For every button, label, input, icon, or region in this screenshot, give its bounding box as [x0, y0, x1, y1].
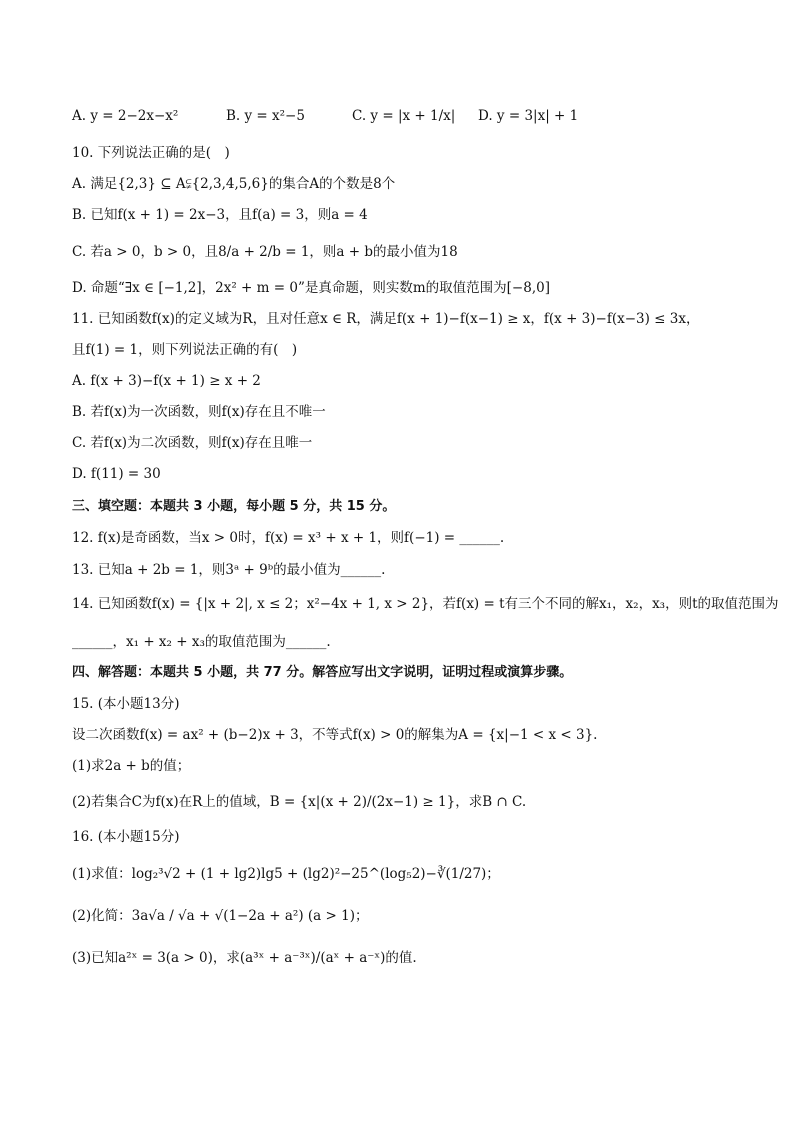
q16-part3: (3)已知a²ˣ = 3(a > 0)，求(a³ˣ + a⁻³ˣ)/(aˣ + a⁻ˣ)的值. — [72, 950, 417, 966]
q16-part2: (2)化简：3a√a / √a + √(1−2a + a²) (a > 1)； — [72, 908, 369, 924]
q15-stem: 设二次函数f(x) = ax² + (b−2)x + 3，不等式f(x) > 0的解集为A = {x|−1 < x < 3}. — [72, 727, 598, 743]
q15-part1: (1)求2a + b的值； — [72, 758, 191, 774]
q15-part2: (2)若集合C为f(x)在R上的值域，B = {x|(x + 2)/(2x−1) ≥ 1}，求B ∩ C. — [72, 794, 527, 810]
q11-stem-line1: 11. 已知函数f(x)的定义域为R，且对任意x ∈ R，满足f(x + 1)−f(x−1) ≥ x，f(x + 3)−f(x−3) ≤ 3x， — [72, 311, 700, 327]
q11-option-c: C. 若f(x)为二次函数，则f(x)存在且唯一 — [72, 435, 313, 451]
q10-option-a: A. 满足{2,3} ⊆ A⫋{2,3,4,5,6}的集合A的个数是8个 — [72, 176, 396, 192]
q16-heading: 16. (本小题15分) — [72, 829, 180, 845]
q9-option-c: C. y = |x + 1/x| — [352, 108, 456, 124]
q11-option-b: B. 若f(x)为一次函数，则f(x)存在且不唯一 — [72, 404, 326, 420]
q9-option-a: A. y = 2−2x−x² — [72, 108, 179, 124]
q12: 12. f(x)是奇函数，当x > 0时，f(x) = x³ + x + 1，则f(−1) = ______. — [72, 530, 505, 546]
q10-option-b: B. 已知f(x + 1) = 2x−3，且f(a) = 3，则a = 4 — [72, 207, 368, 223]
q13: 13. 已知a + 2b = 1，则3ᵃ + 9ᵇ的最小值为______. — [72, 562, 386, 578]
q16-part1: (1)求值：log₂³√2 + (1 + lg2)lg5 + (lg2)²−25^(log₅2)−∛(1/27)； — [72, 866, 500, 882]
q11-stem-line2: 且f(1) = 1，则下列说法正确的有( ) — [72, 342, 298, 358]
section-3-heading: 三、填空题：本题共 3 小题，每小题 5 分，共 15 分。 — [72, 499, 396, 514]
q14-line1: 14. 已知函数f(x) = {|x + 2|, x ≤ 2；x²−4x + 1, x > 2}，若f(x) = t有三个不同的解x₁，x₂，x₃，则t的取值范围为 — [72, 596, 779, 612]
q14-line2: ______，x₁ + x₂ + x₃的取值范围为______. — [72, 634, 331, 650]
q10-option-c: C. 若a > 0，b > 0，且8/a + 2/b = 1，则a + b的最小值为18 — [72, 244, 458, 260]
section-4-heading: 四、解答题：本题共 5 小题，共 77 分。解答应写出文字说明，证明过程或演算步骤。 — [72, 665, 573, 680]
q10-stem: 10. 下列说法正确的是( ) — [72, 145, 230, 161]
q10-option-d: D. 命题“∃x ∈ [−1,2]，2x² + m = 0”是真命题，则实数m的取值范围为[−8,0] — [72, 280, 550, 296]
q15-heading: 15. (本小题13分) — [72, 696, 180, 712]
q11-option-a: A. f(x + 3)−f(x + 1) ≥ x + 2 — [72, 373, 261, 389]
q9-option-d: D. y = 3|x| + 1 — [478, 108, 579, 124]
q9-option-b: B. y = x²−5 — [226, 108, 305, 124]
q11-option-d: D. f(11) = 30 — [72, 466, 161, 482]
